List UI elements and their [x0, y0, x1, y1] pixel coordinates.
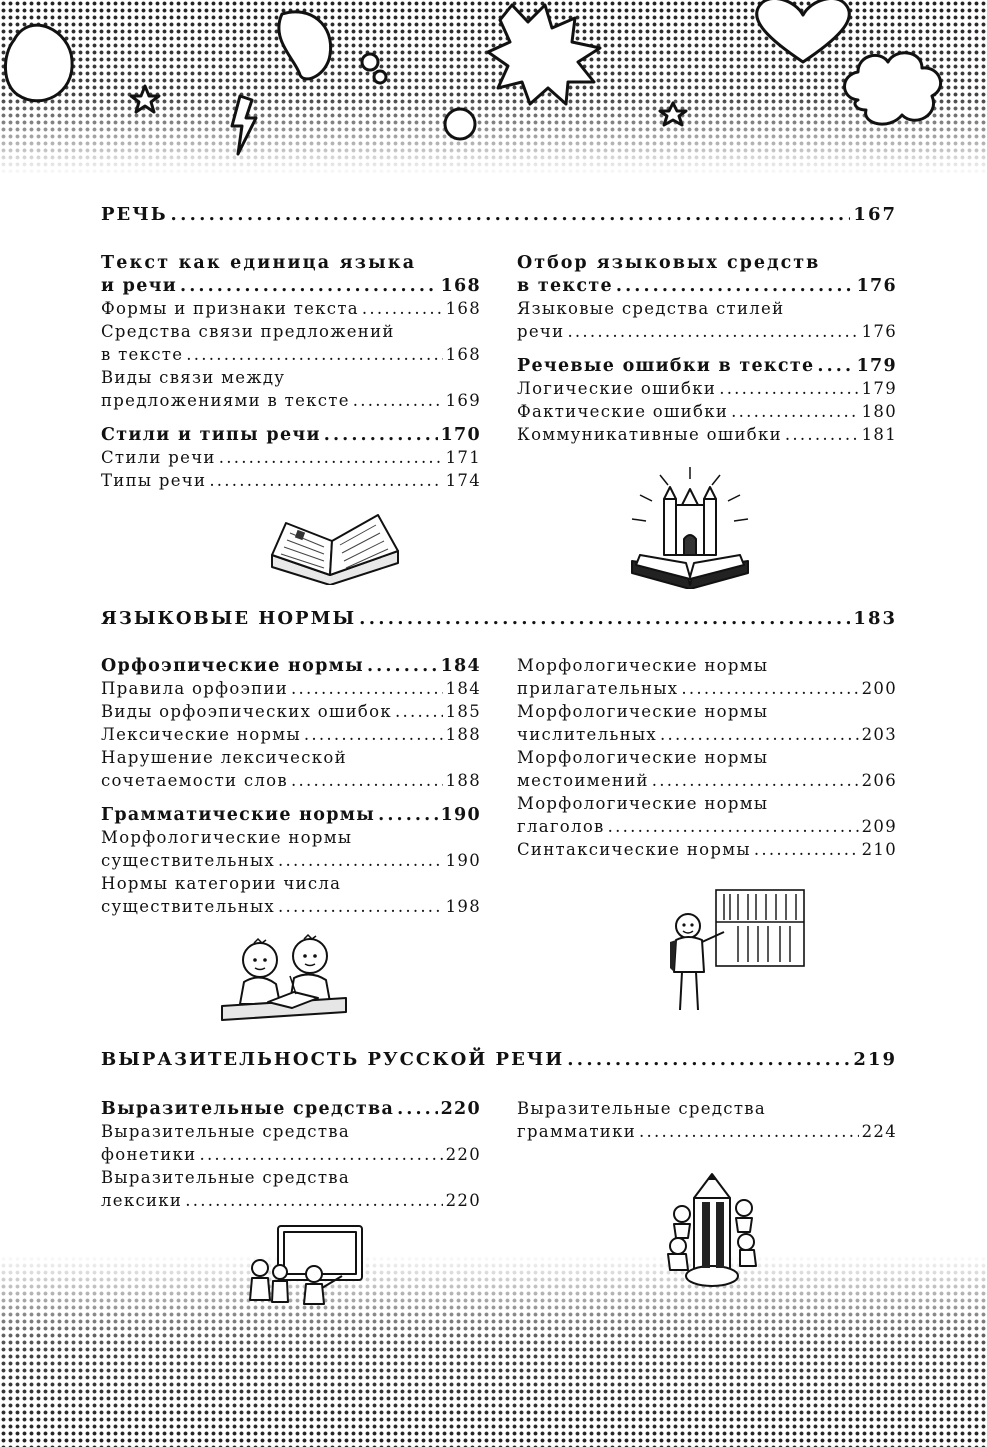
toc-entry: в тексте . . . 168 [101, 345, 481, 365]
toc-entry: и речи . . . 168 [101, 276, 481, 296]
toc-entry: Правила орфоэпии . . . 184 [101, 679, 481, 699]
star-icon-right [660, 103, 686, 125]
kids-studying-illustration [218, 932, 350, 1024]
blob-bubble-icon [5, 25, 72, 101]
toc-text: Морфологические нормы [517, 656, 769, 675]
toc-text: Морфологические нормы [517, 794, 769, 813]
burst-bubble-icon [488, 5, 600, 104]
heart-icon [757, 0, 850, 62]
section-title: ЯЗЫКОВЫЕ НОРМЫ [101, 608, 357, 629]
toc-entry: Грамматические нормы . . . 190 [101, 805, 481, 825]
toc-text: Морфологические нормы [517, 748, 769, 767]
toc-text: Виды связи между [101, 368, 286, 387]
lightning-icon [232, 96, 256, 154]
leader-dots [567, 1050, 850, 1070]
toc-entry: в тексте . . . 176 [517, 276, 897, 296]
toc-text: Морфологические нормы [517, 702, 769, 721]
toc-text: Нормы категории числа [101, 874, 342, 893]
section-page: 219 [853, 1049, 897, 1070]
toc-entry: существительных . . . 190 [101, 851, 481, 871]
pencil-kids-illustration [660, 1172, 764, 1290]
section-heading-vyrazitelnost [101, 1050, 897, 1070]
toc-entry: Фактические ошибки . . . 180 [517, 402, 897, 422]
toc-entry: лексики . . . 220 [101, 1191, 481, 1211]
toc-entry: Выразительные средства . . . 220 [101, 1099, 481, 1119]
toc-entry: Лексические нормы . . . 188 [101, 725, 481, 745]
halftone-footer-band [0, 1255, 987, 1447]
toc-text: Выразительные средства [517, 1099, 766, 1118]
toc-entry: Речевые ошибки в тексте . . . 179 [517, 356, 897, 376]
toc-entry: Синтаксические нормы . . . 210 [517, 840, 897, 860]
section-title: ВЫРАЗИТЕЛЬНОСТЬ РУССКОЙ РЕЧИ [101, 1049, 565, 1070]
section-title: РЕЧЬ [101, 204, 168, 225]
leader-dots [171, 205, 851, 225]
toc-text: Выразительные средства [101, 1168, 350, 1187]
cloud-bubble-icon [845, 53, 941, 124]
leader-dots [359, 609, 850, 629]
open-book-illustration [266, 505, 402, 585]
castle-book-illustration [628, 465, 752, 589]
toc-entry: Орфоэпические нормы . . . 184 [101, 656, 481, 676]
toc-entry: грамматики . . . 224 [517, 1122, 897, 1142]
toc-heading: Текст как единица языка [101, 253, 417, 273]
toc-entry: Логические ошибки . . . 179 [517, 379, 897, 399]
toc-entry: глаголов . . . 209 [517, 817, 897, 837]
comic-bubbles-header [0, 0, 987, 175]
toc-entry: существительных . . . 198 [101, 897, 481, 917]
toc-entry: Формы и признаки текста . . . 168 [101, 299, 481, 319]
toc-entry: прилагательных . . . 200 [517, 679, 897, 699]
blackboard-kids-illustration [244, 1224, 366, 1308]
toc-entry: предложениями в тексте . . . 169 [101, 391, 481, 411]
toc-text: Средства связи предложений [101, 322, 395, 341]
section-page: 167 [853, 204, 897, 225]
toc-entry: числительных . . . 203 [517, 725, 897, 745]
toc-text: Морфологические нормы [101, 828, 353, 847]
teardrop-bubble-icon [279, 12, 331, 79]
section-heading-yazykovye-normy [101, 609, 897, 629]
toc-text: Языковые средства стилей [517, 299, 785, 318]
toc-entry: сочетаемости слов . . . 188 [101, 771, 481, 791]
toc-entry: Виды орфоэпических ошибок . . . 185 [101, 702, 481, 722]
section-page: 183 [853, 608, 897, 629]
toc-entry: Стили и типы речи . . . 170 [101, 425, 481, 445]
toc-entry: Коммуникативные ошибки . . . 181 [517, 425, 897, 445]
toc-text: Нарушение лексической [101, 748, 347, 767]
toc-entry: фонетики . . . 220 [101, 1145, 481, 1165]
toc-entry: Стили речи . . . 171 [101, 448, 481, 468]
toc-heading: Отбор языковых средств [517, 253, 821, 273]
boy-bookshelf-illustration [668, 888, 808, 1018]
toc-entry: местоимений . . . 206 [517, 771, 897, 791]
toc-text: Выразительные средства [101, 1122, 350, 1141]
star-icon [131, 86, 159, 112]
toc-entry: Типы речи . . . 174 [101, 471, 481, 491]
section-heading-rech [101, 205, 897, 225]
circle-bubble-icon [445, 109, 475, 139]
small-circle-icon [362, 54, 378, 70]
toc-entry: речи . . . 176 [517, 322, 897, 342]
tiny-circle-icon [374, 71, 386, 83]
